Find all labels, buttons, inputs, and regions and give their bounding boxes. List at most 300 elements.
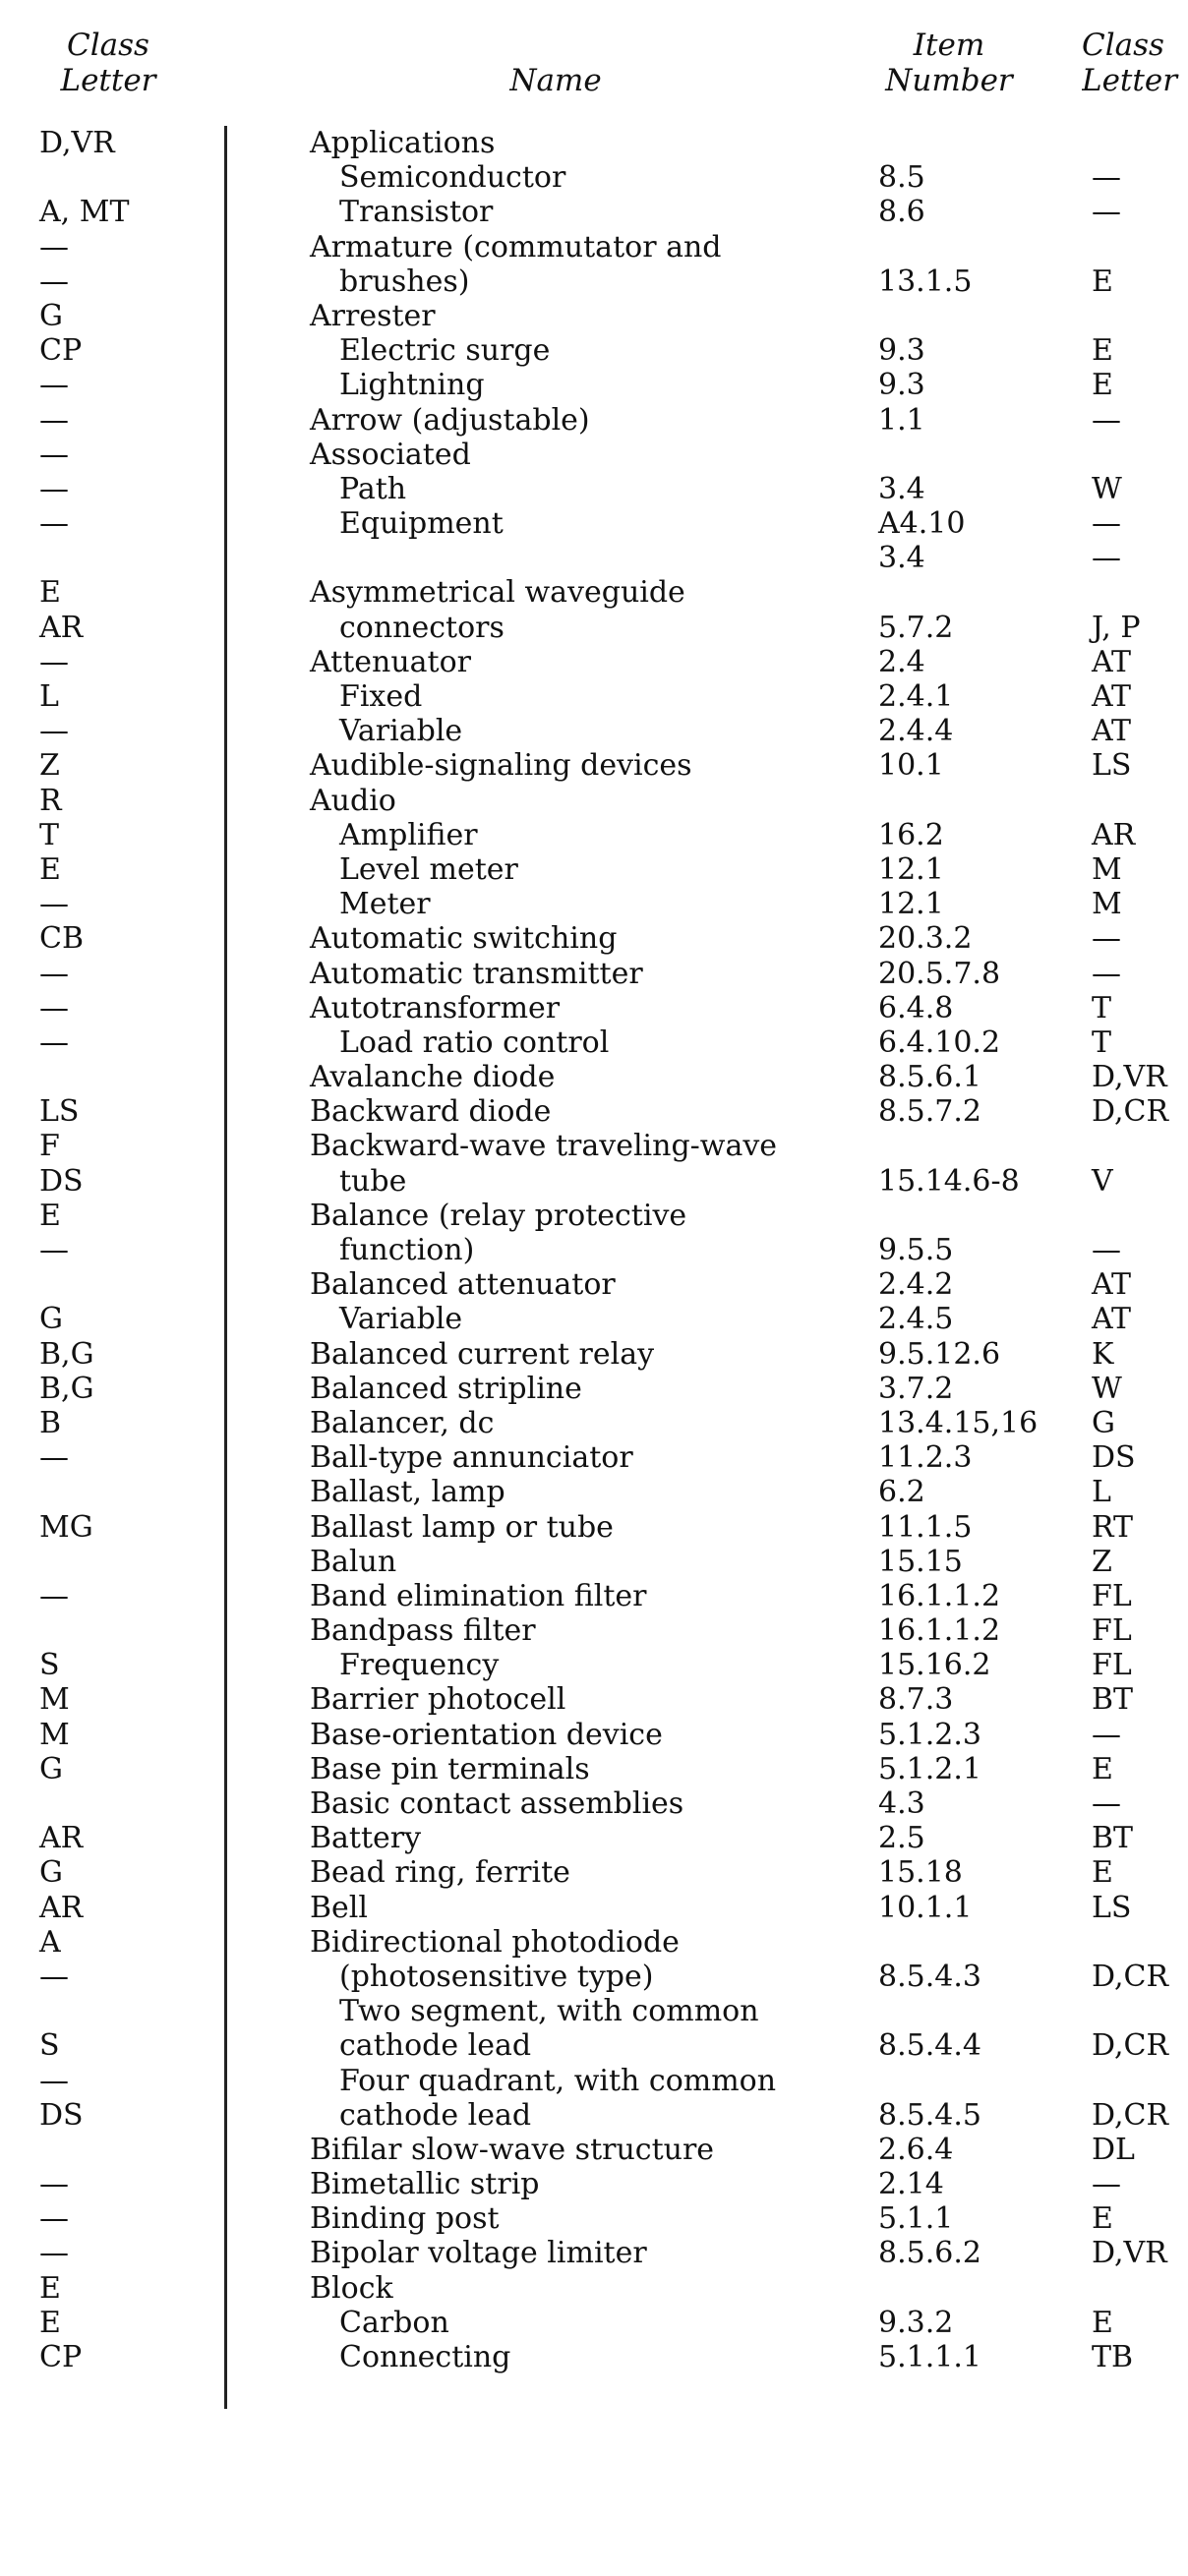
item-number: 11.1.5 <box>878 1509 973 1545</box>
item-number: 9.3 <box>878 368 925 403</box>
table-row <box>0 1925 1188 1960</box>
left-class-letter: — <box>39 2201 69 2237</box>
entry-name: Lightning <box>339 368 485 403</box>
entry-name: Bell <box>310 1890 368 1925</box>
item-number: 10.1.1 <box>878 1890 973 1925</box>
item-number: A4.10 <box>878 506 966 542</box>
left-class-letter: — <box>39 2063 69 2098</box>
table-row <box>0 1891 1188 1925</box>
right-class-letter-header-line2: Letter <box>1082 63 1178 98</box>
item-number: 8.7.3 <box>878 1682 954 1718</box>
left-class-letter: S <box>39 1648 60 1683</box>
left-class-letter: — <box>39 644 69 679</box>
item-number: 8.5.6.1 <box>878 1060 981 1095</box>
item-number: 20.5.7.8 <box>878 956 1001 991</box>
left-class-letter: G <box>39 1751 63 1786</box>
item-number: 5.1.1.1 <box>878 2340 981 2374</box>
entry-name: Audible-signaling devices <box>310 748 692 784</box>
entry-name: Semiconductor <box>339 160 566 196</box>
entry-name: Ballast, lamp <box>310 1475 505 1510</box>
item-number: 16.1.1.2 <box>878 1613 1001 1649</box>
left-class-letter: B <box>39 1405 62 1440</box>
table-row <box>0 991 1188 1025</box>
entry-name: Bifilar slow-wave structure <box>310 2132 715 2167</box>
right-class-letter: FL <box>1092 1578 1132 1613</box>
item-number: 8.5.4.3 <box>878 1959 981 1994</box>
entry-name: Basic contact assemblies <box>310 1786 684 1821</box>
left-class-letter: A, MT <box>39 195 130 230</box>
item-number: 2.4.5 <box>878 1302 954 1337</box>
entry-name: Amplifier <box>339 817 478 852</box>
table-row <box>0 1475 1188 1509</box>
left-class-letter: — <box>39 1578 69 1613</box>
right-class-letter: — <box>1092 402 1121 438</box>
item-number: 9.5.5 <box>878 1233 954 1267</box>
left-class-letter: A <box>39 1924 61 1960</box>
left-class-letter: B,G <box>39 1371 94 1406</box>
left-class-letter: AR <box>39 610 84 645</box>
right-class-letter: AT <box>1092 644 1132 679</box>
item-number: 3.7.2 <box>878 1371 954 1406</box>
table-row <box>0 1440 1188 1475</box>
right-class-letter: E <box>1092 1855 1113 1891</box>
left-class-letter: — <box>39 471 69 506</box>
entry-name: Automatic switching <box>310 921 618 957</box>
item-number: 5.1.2.3 <box>878 1717 981 1752</box>
entry-name: Base-orientation device <box>310 1717 663 1752</box>
table-row <box>0 1060 1188 1094</box>
right-class-letter: — <box>1092 195 1121 230</box>
right-class-letter: — <box>1092 506 1121 542</box>
item-number: 8.5 <box>878 160 925 196</box>
table-row <box>0 1199 1188 1233</box>
name-header <box>462 63 649 98</box>
table-row <box>0 2340 1188 2374</box>
table-row <box>0 957 1188 991</box>
entry-name: function) <box>339 1233 475 1267</box>
left-class-letter: — <box>39 506 69 542</box>
item-number: 12.1 <box>878 851 944 887</box>
entry-name: Block <box>310 2270 393 2306</box>
entry-name: Meter <box>339 887 431 922</box>
item-number: 1.1 <box>878 402 925 438</box>
left-class-letter: DS <box>39 2097 84 2133</box>
entry-name: Balun <box>310 1544 397 1579</box>
right-class-letter: E <box>1092 2305 1113 2340</box>
entry-name: cathode lead <box>339 2097 532 2133</box>
left-class-letter: Z <box>39 748 60 784</box>
item-number: 6.4.10.2 <box>878 1025 1001 1060</box>
table-row <box>0 160 1188 195</box>
entry-name: Fixed <box>339 679 423 714</box>
entry-name: Frequency <box>339 1648 500 1683</box>
item-number: 6.4.8 <box>878 990 954 1025</box>
entry-name: Arrow (adjustable) <box>310 402 590 438</box>
table-row <box>0 2201 1188 2236</box>
table-row <box>0 1233 1188 1267</box>
left-class-letter: — <box>39 1959 69 1994</box>
left-class-letter: DS <box>39 1163 84 1199</box>
entry-name: Path <box>339 471 407 506</box>
entry-name: Backward diode <box>310 1094 552 1130</box>
entry-name: tube <box>339 1163 407 1199</box>
table-row <box>0 2167 1188 2201</box>
left-class-letter: B,G <box>39 1336 94 1372</box>
left-class-letter: LS <box>39 1094 80 1130</box>
left-class-letter: — <box>39 1440 69 1476</box>
entry-name: Connecting <box>339 2340 511 2374</box>
item-number: 15.15 <box>878 1544 963 1579</box>
right-class-letter: D,VR <box>1092 1060 1167 1095</box>
right-class-letter: BT <box>1092 1821 1134 1856</box>
table-row <box>0 818 1188 852</box>
right-class-letter: T <box>1092 990 1112 1025</box>
entry-name: Binding post <box>310 2201 500 2237</box>
right-class-letter: BT <box>1092 1682 1134 1718</box>
table-row <box>0 438 1188 472</box>
right-class-letter: FL <box>1092 1648 1132 1683</box>
entry-name: Four quadrant, with common <box>339 2063 777 2098</box>
table-row <box>0 1821 1188 1855</box>
left-class-letter: G <box>39 298 63 333</box>
right-class-letter: DS <box>1092 1440 1136 1476</box>
table-row <box>0 1579 1188 1613</box>
table-row <box>0 506 1188 541</box>
table-row <box>0 1267 1188 1302</box>
right-class-letter: TB <box>1092 2340 1134 2374</box>
entry-name: Bead ring, ferrite <box>310 1855 570 1891</box>
entry-name: Bandpass filter <box>310 1613 536 1649</box>
left-class-letter-header <box>20 28 197 98</box>
table-row <box>0 230 1188 264</box>
left-class-letter: G <box>39 1855 63 1891</box>
table-row <box>0 714 1188 748</box>
right-class-letter: — <box>1092 160 1121 196</box>
right-class-letter: M <box>1092 851 1122 887</box>
table-row <box>0 1718 1188 1752</box>
left-class-letter: — <box>39 1025 69 1060</box>
left-class-letter: E <box>39 2305 61 2340</box>
left-class-letter: — <box>39 402 69 438</box>
right-class-letter: E <box>1092 333 1113 369</box>
table-row <box>0 921 1188 956</box>
right-class-letter: LS <box>1092 748 1132 784</box>
entry-name: Carbon <box>339 2305 449 2340</box>
entry-name: Ball-type annunciator <box>310 1440 633 1476</box>
item-number: 2.4 <box>878 644 925 679</box>
table-row <box>0 472 1188 506</box>
entry-name: Asymmetrical waveguide <box>310 575 685 611</box>
item-number: 11.2.3 <box>878 1440 973 1476</box>
left-class-letter: — <box>39 714 69 749</box>
left-class-letter: M <box>39 1717 70 1752</box>
table-row <box>0 852 1188 887</box>
entry-name: Balancer, dc <box>310 1405 495 1440</box>
index-table <box>0 126 1188 2374</box>
entry-name: Battery <box>310 1821 422 1856</box>
item-number: 3.4 <box>878 471 925 506</box>
left-class-letter: — <box>39 990 69 1025</box>
left-class-letter: E <box>39 1198 61 1233</box>
left-class-letter: E <box>39 851 61 887</box>
item-number-header-line1: Item <box>913 28 985 63</box>
right-class-letter: M <box>1092 887 1122 922</box>
table-row <box>0 1855 1188 1890</box>
left-class-letter: F <box>39 1129 60 1164</box>
entry-name: Bidirectional photodiode <box>310 1924 680 1960</box>
left-class-letter: — <box>39 887 69 922</box>
table-row <box>0 541 1188 575</box>
left-class-letter: CP <box>39 2340 83 2374</box>
item-number: 5.1.1 <box>878 2201 954 2237</box>
table-row <box>0 1025 1188 1060</box>
left-class-letter: — <box>39 2167 69 2202</box>
item-number: 13.1.5 <box>878 263 973 299</box>
table-row <box>0 1613 1188 1648</box>
item-number: 4.3 <box>878 1786 925 1821</box>
table-row <box>0 1786 1188 1821</box>
left-class-letter: AR <box>39 1890 84 1925</box>
item-number-header-line2: Number <box>885 63 1013 98</box>
left-class-letter: E <box>39 575 61 611</box>
left-class-letter: — <box>39 956 69 991</box>
entry-name: Variable <box>339 714 463 749</box>
entry-name: Balanced attenuator <box>310 1267 616 1303</box>
item-number: 8.5.7.2 <box>878 1094 981 1130</box>
left-class-letter: — <box>39 263 69 299</box>
table-row <box>0 1406 1188 1440</box>
item-number: 9.3.2 <box>878 2305 954 2340</box>
item-number: 10.1 <box>878 748 944 784</box>
entry-name: brushes) <box>339 263 470 299</box>
table-row <box>0 1752 1188 1786</box>
table-row <box>0 1648 1188 1682</box>
table-row <box>0 1960 1188 1994</box>
right-class-letter: D,CR <box>1092 2028 1169 2064</box>
item-number: 16.2 <box>878 817 944 852</box>
right-class-letter: T <box>1092 1025 1112 1060</box>
entry-name: Balanced current relay <box>310 1336 655 1372</box>
left-class-letter: M <box>39 1682 70 1718</box>
table-row <box>0 748 1188 783</box>
right-class-letter: AT <box>1092 1302 1132 1337</box>
entry-name: Two segment, with common <box>339 1994 759 2029</box>
entry-name: Arrester <box>310 298 436 333</box>
item-number-header <box>856 28 1042 98</box>
table-row <box>0 1129 1188 1163</box>
table-row <box>0 1510 1188 1545</box>
entry-name: (photosensitive type) <box>339 1959 654 1994</box>
right-class-letter: L <box>1092 1475 1111 1510</box>
entry-name: Balance (relay protective <box>310 1198 687 1233</box>
table-row <box>0 2133 1188 2167</box>
table-row <box>0 1337 1188 1372</box>
right-class-letter: K <box>1092 1336 1114 1372</box>
entry-name: Variable <box>339 1302 463 1337</box>
table-row <box>0 645 1188 679</box>
item-number: 13.4.15,16 <box>878 1405 1039 1440</box>
right-class-letter: D,CR <box>1092 2097 1169 2133</box>
item-number: 15.14.6-8 <box>878 1163 1020 1199</box>
left-class-letter-header-line2: Letter <box>60 63 156 98</box>
left-class-letter: — <box>39 1233 69 1267</box>
right-class-letter: V <box>1092 1163 1113 1199</box>
left-class-letter: MG <box>39 1509 93 1545</box>
table-row <box>0 679 1188 714</box>
entry-name: cathode lead <box>339 2028 532 2064</box>
right-class-letter: — <box>1092 541 1121 576</box>
table-row <box>0 1994 1188 2028</box>
left-class-letter: CP <box>39 333 83 369</box>
right-class-letter: AT <box>1092 714 1132 749</box>
entry-name: Armature (commutator and <box>310 229 722 264</box>
name-header-text: Name <box>509 63 602 98</box>
entry-name: Level meter <box>339 851 518 887</box>
entry-name: Attenuator <box>310 644 471 679</box>
item-number: 2.14 <box>878 2167 944 2202</box>
table-row <box>0 195 1188 229</box>
entry-name: Autotransformer <box>310 990 561 1025</box>
table-row <box>0 1545 1188 1579</box>
left-class-letter: — <box>39 368 69 403</box>
right-class-letter: W <box>1092 1371 1122 1406</box>
right-class-letter: LS <box>1092 1890 1132 1925</box>
item-number: 8.6 <box>878 195 925 230</box>
table-row <box>0 1682 1188 1717</box>
item-number: 8.5.4.4 <box>878 2028 981 2064</box>
right-class-letter: D,CR <box>1092 1959 1169 1994</box>
item-number: 9.5.12.6 <box>878 1336 1001 1372</box>
table-row <box>0 611 1188 645</box>
right-class-letter: W <box>1092 471 1122 506</box>
left-class-letter-header-line1: Class <box>67 28 149 63</box>
table-row <box>0 2064 1188 2098</box>
left-class-letter: AR <box>39 1821 84 1856</box>
left-class-letter: T <box>39 817 60 852</box>
item-number: 2.5 <box>878 1821 925 1856</box>
item-number: 8.5.6.2 <box>878 2236 981 2271</box>
right-class-letter: AR <box>1092 817 1136 852</box>
entry-name: Equipment <box>339 506 504 542</box>
right-class-letter: FL <box>1092 1613 1132 1649</box>
entry-name: Audio <box>310 783 396 818</box>
item-number: 15.16.2 <box>878 1648 991 1683</box>
left-class-letter: CB <box>39 921 84 957</box>
item-number: 2.4.1 <box>878 679 954 714</box>
left-class-letter: E <box>39 2270 61 2306</box>
left-class-letter: — <box>39 437 69 472</box>
right-class-letter: — <box>1092 1233 1121 1267</box>
table-row <box>0 2271 1188 2306</box>
table-row <box>0 299 1188 333</box>
right-class-letter-header <box>1082 28 1188 98</box>
entry-name: Base pin terminals <box>310 1751 590 1786</box>
item-number: 20.3.2 <box>878 921 973 957</box>
table-row <box>0 784 1188 818</box>
entry-name: Transistor <box>339 195 494 230</box>
table-row <box>0 2028 1188 2063</box>
left-class-letter: G <box>39 1302 63 1337</box>
table-row <box>0 2306 1188 2340</box>
right-class-letter: G <box>1092 1405 1115 1440</box>
table-row <box>0 2098 1188 2133</box>
entry-name: Ballast lamp or tube <box>310 1509 614 1545</box>
right-class-letter: DL <box>1092 2132 1135 2167</box>
item-number: 5.1.2.1 <box>878 1751 981 1786</box>
table-row <box>0 126 1188 160</box>
right-class-letter: D,CR <box>1092 1094 1169 1130</box>
entry-name: Backward-wave traveling-wave <box>310 1129 778 1164</box>
right-class-letter: E <box>1092 2201 1113 2237</box>
left-class-letter: D,VR <box>39 126 115 160</box>
item-number: 3.4 <box>878 541 925 576</box>
table-row <box>0 264 1188 299</box>
right-class-letter: — <box>1092 956 1121 991</box>
item-number: 15.18 <box>878 1855 963 1891</box>
right-class-letter: E <box>1092 1751 1113 1786</box>
right-class-letter: — <box>1092 2167 1121 2202</box>
entry-name: Bipolar voltage limiter <box>310 2236 647 2271</box>
right-class-letter-header-line1: Class <box>1082 28 1164 63</box>
item-number: 16.1.1.2 <box>878 1578 1001 1613</box>
entry-name: connectors <box>339 610 505 645</box>
item-number: 9.3 <box>878 333 925 369</box>
right-class-letter: RT <box>1092 1509 1134 1545</box>
left-class-letter: R <box>39 783 62 818</box>
entry-name: Avalanche diode <box>310 1060 556 1095</box>
table-row <box>0 1164 1188 1199</box>
left-class-letter: — <box>39 2236 69 2271</box>
item-number: 5.7.2 <box>878 610 954 645</box>
table-row <box>0 1094 1188 1129</box>
entry-name: Associated <box>310 437 471 472</box>
item-number: 2.4.4 <box>878 714 954 749</box>
table-row <box>0 575 1188 610</box>
right-class-letter: Z <box>1092 1544 1112 1579</box>
right-class-letter: — <box>1092 921 1121 957</box>
entry-name: Barrier photocell <box>310 1682 566 1718</box>
item-number: 2.4.2 <box>878 1267 954 1303</box>
item-number: 6.2 <box>878 1475 925 1510</box>
right-class-letter: J, P <box>1092 610 1141 645</box>
right-class-letter: AT <box>1092 679 1132 714</box>
item-number: 8.5.4.5 <box>878 2097 981 2133</box>
table-row <box>0 887 1188 921</box>
entry-name: Applications <box>310 126 496 160</box>
entry-name: Band elimination filter <box>310 1578 647 1613</box>
right-class-letter: — <box>1092 1717 1121 1752</box>
table-row <box>0 368 1188 402</box>
right-class-letter: E <box>1092 368 1113 403</box>
right-class-letter: — <box>1092 1786 1121 1821</box>
left-class-letter: L <box>39 679 59 714</box>
item-number: 12.1 <box>878 887 944 922</box>
left-class-letter: — <box>39 229 69 264</box>
entry-name: Automatic transmitter <box>310 956 643 991</box>
table-row <box>0 2236 1188 2270</box>
table-row <box>0 1372 1188 1406</box>
entry-name: Electric surge <box>339 333 551 369</box>
table-row <box>0 403 1188 438</box>
right-class-letter: D,VR <box>1092 2236 1167 2271</box>
left-class-letter: S <box>39 2028 60 2064</box>
entry-name: Balanced stripline <box>310 1371 582 1406</box>
item-number: 2.6.4 <box>878 2132 954 2167</box>
table-row <box>0 333 1188 368</box>
right-class-letter: AT <box>1092 1267 1132 1303</box>
entry-name: Bimetallic strip <box>310 2167 540 2202</box>
table-row <box>0 1302 1188 1336</box>
